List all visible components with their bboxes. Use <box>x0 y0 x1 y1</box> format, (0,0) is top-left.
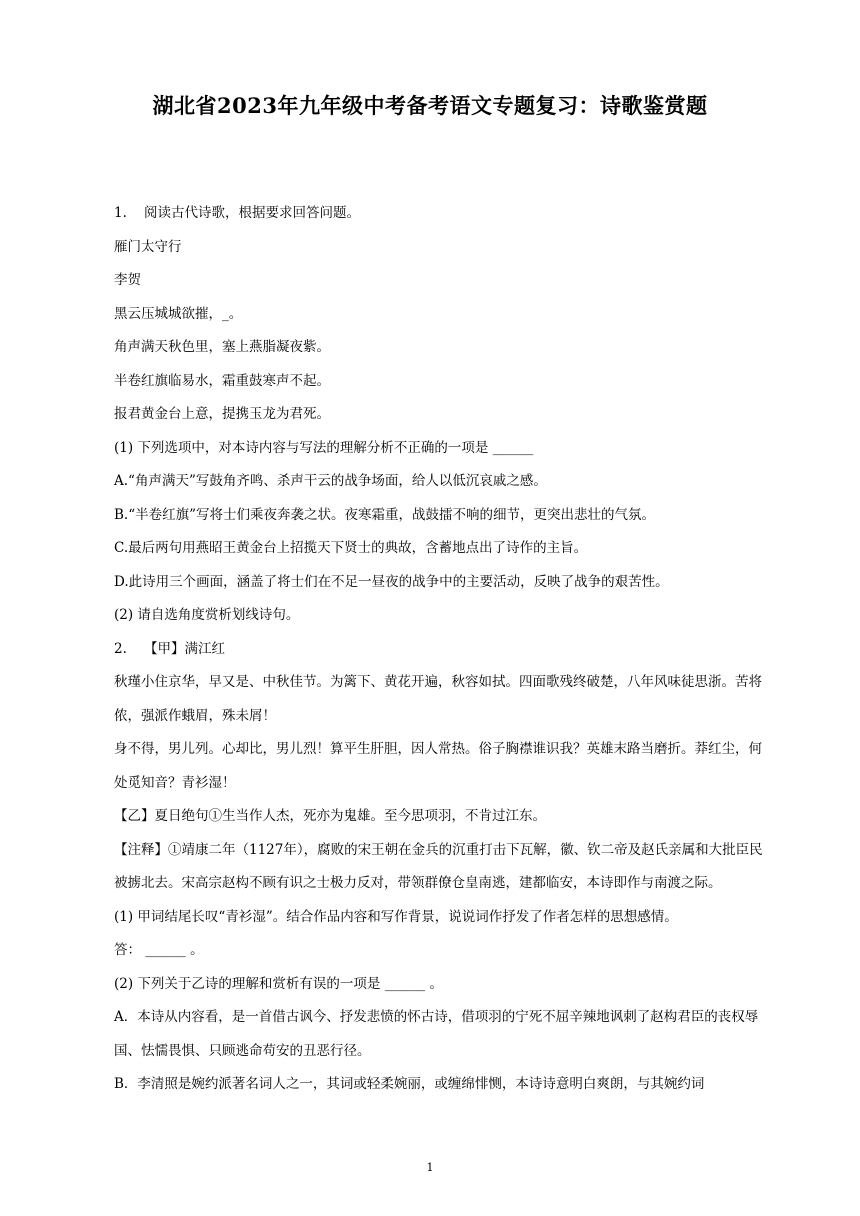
sub-question-1: (1) 甲词结尾长叹“青衫湿”。结合作品内容和写作背景，说说词作抒发了作者怎样的思想感情。 <box>114 908 678 925</box>
option-a: A．本诗从内容看，是一首借古讽今、抒发悲愤的怀古诗，借项羽的宁死不屈辛辣地讽刺了赵构君臣的丧权辱国、怯懦畏惧、只顾逃命苟安的丑恶行径。 <box>114 1009 759 1059</box>
question-1-intro: 1. 阅读古代诗歌，根据要求回答问题。 <box>114 197 774 231</box>
option-d: D.此诗用三个画面，涵盖了将士们在不足一昼夜的战争中的主要活动，反映了战争的艰苦性。 <box>114 573 669 590</box>
poem-title: 雁门太守行 <box>114 238 182 255</box>
question-2-intro: 2. 【甲】满江红 <box>114 633 774 667</box>
question-number: 1. <box>114 205 127 221</box>
annotation: 【注释】①靖康二年（1127年），腐败的宋王朝在金兵的沉重打击下瓦解，徽、钦二帝及赵氏亲属和大批臣民被掳北去。宋高宗赵构不顾有识之士极力反对，带领群僚仓皇南逃，建都临安，本诗即作与南渡之际。 <box>114 841 763 891</box>
option-b: B.“半卷红旗”写将士们乘夜奔袭之状。夜寒霜重，战鼓擂不响的细节，更突出悲壮的气氛。 <box>114 506 656 523</box>
sub-question-2: (2) 下列关于乙诗的理解和赏析有误的一项是 ______ 。 <box>114 975 443 992</box>
poem-line-3: 半卷红旗临易水，霜重鼓寒声不起。 <box>114 372 330 389</box>
jia-paragraph-2: 身不得，男儿列。心却比，男儿烈！算平生肝胆，因人常热。俗子胸襟谁识我？英雄末路当磨折。莽红尘，何处觅知音？青衫湿！ <box>114 741 762 791</box>
question-number: 2. <box>114 640 127 657</box>
page-number: 1 <box>426 1161 434 1174</box>
poem-line-2: 角声满天秋色里，塞上燕脂凝夜紫。 <box>114 339 330 355</box>
sub-question-2: (2) 请自选角度赏析划线诗句。 <box>114 607 300 623</box>
poem-line-1: 黑云压城城欲摧，_。 <box>114 298 774 332</box>
option-b: B．李清照是婉约派著名词人之一，其词或轻柔婉丽，或缠绵悱恻，本诗诗意明白爽朗，与其婉约词 <box>114 1076 705 1092</box>
option-c: C.最后两句用燕昭王黄金台上招揽天下贤士的典故，含蓄地点出了诗作的主旨。 <box>114 540 588 556</box>
page-title: 湖北省2023年九年级中考备考语文专题复习：诗歌鉴赏题 <box>152 93 708 118</box>
document-body <box>114 197 774 1102</box>
jia-paragraph-1: 秋瑾小住京华，早又是、中秋佳节。为篱下、黄花开遍，秋容如拭。四面歌残终破楚，八年风味徒思浙。苦将侬，强派作蛾眉，殊未屑！ <box>114 674 762 724</box>
poem-author: 李贺 <box>114 272 141 288</box>
option-a: A.“角声满天”写鼓角齐鸣、杀声干云的战争场面，给人以低沉哀戚之感。 <box>114 473 547 489</box>
yi-poem: 【乙】夏日绝句①生当作人杰，死亦为鬼雄。至今思项羽，不肯过江东。 <box>114 808 546 824</box>
poem-line-4: 报君黄金台上意，提携玉龙为君死。 <box>114 406 330 422</box>
fill-blank: _ <box>222 305 229 322</box>
answer-line: 答： ______ 。 <box>114 942 204 958</box>
sub-question-1: (1) 下列选项中，对本诗内容与写法的理解分析不正确的一项是 ______ <box>114 439 534 456</box>
